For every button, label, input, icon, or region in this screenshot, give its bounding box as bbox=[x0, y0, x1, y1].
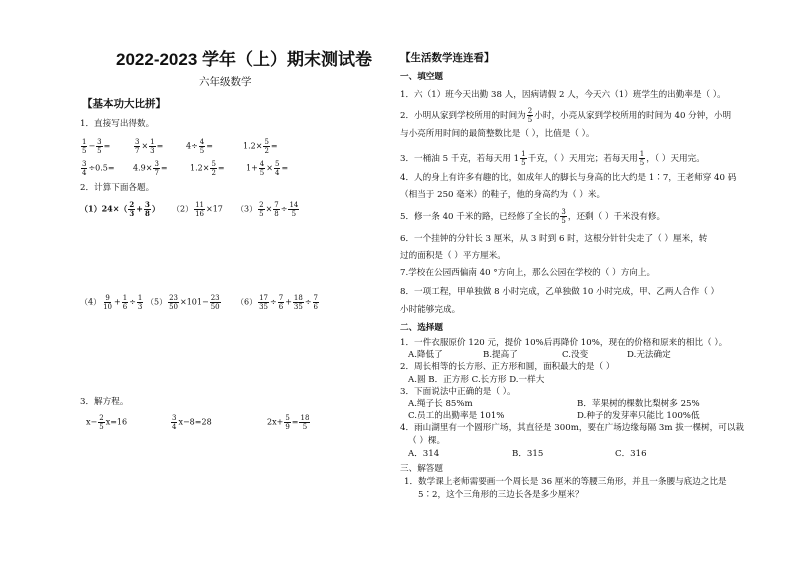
fill-q4-line1: 4．人的身上有许多有趣的比，如成年人的脚长与身高的比大约是 1∶7，王老师穿 40 码 bbox=[400, 173, 737, 183]
q1-item-7: 1.2× $\frac{5}{2}$ = bbox=[190, 160, 225, 177]
q1-item-8: 1+ $\frac{4}{5}$ × $\frac{5}{4}$ = bbox=[246, 160, 289, 177]
choice-q1-option-b: B.提高了 bbox=[483, 350, 518, 360]
section-basic: 【基本功大比拼】 bbox=[82, 98, 166, 110]
choice-q3-option-b: B．苹果树的棵数比梨树多 25% bbox=[577, 399, 700, 409]
section-life-math: 【生活数学连连看】 bbox=[400, 52, 495, 64]
q1-item-1: $\frac{1}{5}$ − $\frac{3}{5}$ = bbox=[82, 138, 111, 155]
fill-q6-line2: 过的面积是（ ）平方厘米。 bbox=[400, 251, 506, 261]
fill-q7: 7.学校在公园西偏南 40 °方向上，那么公园在学校的（ ）方向上。 bbox=[400, 268, 656, 278]
part1-heading: 一、填空题 bbox=[400, 72, 443, 82]
fill-q2-line1: 2．小明从家到学校所用的时间为 $\frac{2}{5}$ 小时，小亮从家到学校所用的时间为 40 分钟，小明 bbox=[400, 107, 732, 124]
fill-q4-line2: （相当于 250 毫米）的鞋子，他的身高约为（ ）米。 bbox=[400, 190, 606, 200]
choice-q4-option-b: B．315 bbox=[512, 449, 544, 459]
choice-q1: 1．一件衣服原价 120 元，提价 10%后再降价 10%，现在的价格和原来的相比（ ）。 bbox=[400, 338, 728, 348]
choice-q4-option-c: C．316 bbox=[615, 449, 647, 459]
q1-item-6: 4.9× $\frac{3}{7}$ = bbox=[133, 160, 168, 177]
q2-item-3: （3） $\frac{2}{5}$ × $\frac{7}{8}$ ÷ $\frac{14}{5}$ bbox=[236, 201, 299, 218]
choice-q1-option-a: A.降低了 bbox=[408, 350, 443, 360]
fill-q5: 5．修一条 40 千米的路，已经修了全长的 $\frac{3}{5}$ ，还剩（ ）千米没有修。 bbox=[400, 208, 666, 225]
choice-q4-line1: 4．雨山湖里有一个圆形广场，其直径是 300m，要在广场边缘每隔 3m 拔一棵树，可以栽 bbox=[400, 423, 745, 433]
choice-q2-options: A.圆 B．正方形 C.长方形 D.一样大 bbox=[408, 375, 545, 385]
solve-q1-line1: 1．数学课上老师需要画一个周长是 36 厘米的等腰三角形，并且一条腰与底边之比是 bbox=[404, 477, 727, 487]
choice-q3-option-d: D.种子的发芽率只能比 100%低 bbox=[577, 411, 700, 421]
q2-item-1: （1）24×（ $\frac{2}{3}$ + $\frac{3}{8}$ ） bbox=[80, 200, 160, 218]
q1-item-2: $\frac{3}{7}$ × $\frac{1}{3}$ = bbox=[135, 138, 164, 155]
q1-item-4: 1.2× $\frac{5}{2}$ = bbox=[243, 138, 278, 155]
fill-q6-line1: 6．一个挂钟的分针长 3 厘米，从 3 时到 6 时，这根分针针尖走了（ ）厘米，转 bbox=[400, 234, 708, 244]
choice-q2: 2．周长相等的长方形、正方形和圆，面积最大的是（ ） bbox=[400, 362, 615, 372]
q1-heading: 1．直接写出得数。 bbox=[80, 119, 155, 129]
choice-q3: 3．下面说法中正确的是（ ）。 bbox=[400, 387, 516, 397]
fill-q1: 1．六（1）班今天出勤 38 人，因病请假 2 人，今天六（1）班学生的出勤率是（ ）。 bbox=[400, 90, 726, 100]
solve-q1-line2: 5∶2，这个三角形的三边长各是多少厘米？ bbox=[418, 490, 584, 500]
part2-heading: 二、选择题 bbox=[400, 323, 443, 333]
choice-q1-option-d: D.无法确定 bbox=[627, 350, 671, 360]
q3-item-1: x− $\frac{2}{5}$ x=16 bbox=[86, 414, 128, 431]
q3-heading: 3．解方程。 bbox=[80, 397, 129, 407]
choice-q4-option-a: A．314 bbox=[408, 449, 440, 459]
fill-q2-line2: 与小亮所用时间的最简整数比是（ ），比值是（ ）。 bbox=[400, 129, 595, 139]
q2-item-5: （5） $\frac{23}{50}$ ×101− $\frac{23}{50}$ bbox=[146, 294, 220, 311]
part3-heading: 三、解答题 bbox=[400, 464, 443, 474]
fill-q8-line2: 小时能够完成。 bbox=[400, 305, 461, 315]
q1-item-3: 4÷ $\frac{4}{5}$ = bbox=[186, 138, 213, 155]
q2-item-6: （6） $\frac{17}{35}$ ÷ $\frac{7}{6}$ + $\frac{18}{35}$ ÷ $\frac{7}{6}$ bbox=[236, 294, 318, 311]
choice-q3-option-a: A.绳子长 85%m bbox=[408, 399, 473, 409]
choice-q3-option-c: C.员工的出勤率是 101% bbox=[408, 411, 505, 421]
paper-title: 2022-2023 学年（上）期末测试卷 bbox=[116, 50, 373, 69]
fill-q8-line1: 8．一项工程，甲单独做 8 小时完成，乙单独做 10 小时完成，甲、乙两人合作（ ） bbox=[400, 287, 720, 297]
choice-q1-option-c: C.没变 bbox=[562, 350, 589, 360]
q1-item-5: $\frac{3}{4}$ ÷0.5= bbox=[82, 160, 115, 177]
q2-item-2: （2） $\frac{11}{16}$ ×17 bbox=[172, 201, 223, 218]
q3-item-2: $\frac{3}{4}$ x−8=28 bbox=[172, 414, 212, 431]
q2-heading: 2．计算下面各题。 bbox=[80, 183, 155, 193]
fill-q3: 3．一桶油 5 千克，若每天用 1 $\frac{1}{5}$ 千克，（ ）天用完；若每天用 $\frac{1}{5}$ ，（ ）天用完。 bbox=[400, 150, 705, 167]
q2-item-4: （4） $\frac{9}{10}$ + $\frac{1}{6}$ ÷ $\frac{1}{3}$ bbox=[80, 294, 143, 311]
choice-q4-line2: （ ）棵。 bbox=[408, 436, 446, 446]
paper-subtitle: 六年级数学 bbox=[199, 76, 252, 88]
q3-item-3: 2x+ $\frac{5}{9}$ = $\frac{18}{5}$ bbox=[267, 414, 310, 431]
